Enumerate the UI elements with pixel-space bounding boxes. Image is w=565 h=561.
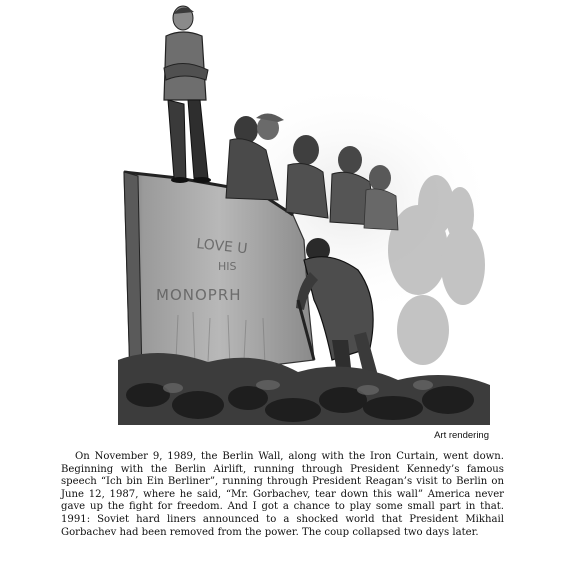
figure-caption: Art rendering [434, 430, 489, 441]
body-paragraph: On November 9, 1989, the Berlin Wall, along with the Iron Curtain, went down. Beginning with the Berlin Airlift, running through President Kennedy’s famous speech “Ich bin Ein Berliner”, running through President Reagan’s visit to Berlin on June 12, 1987, where he said, “Mr. Gorbachev, tear down this wall” America never gave up the fight for freedom. And I got a chance to play some small part in that. 1991: Soviet hard liners announced to a shocked world that President Mikhail Gorbachev had been removed from the power. The coup collapsed two days later. [61, 451, 504, 538]
svg-text:MONOPRH: MONOPRH [156, 286, 242, 304]
svg-text:HIS: HIS [218, 260, 237, 273]
berlin-wall-illustration [118, 0, 490, 425]
svg-text:LOVE U: LOVE U [195, 236, 249, 258]
